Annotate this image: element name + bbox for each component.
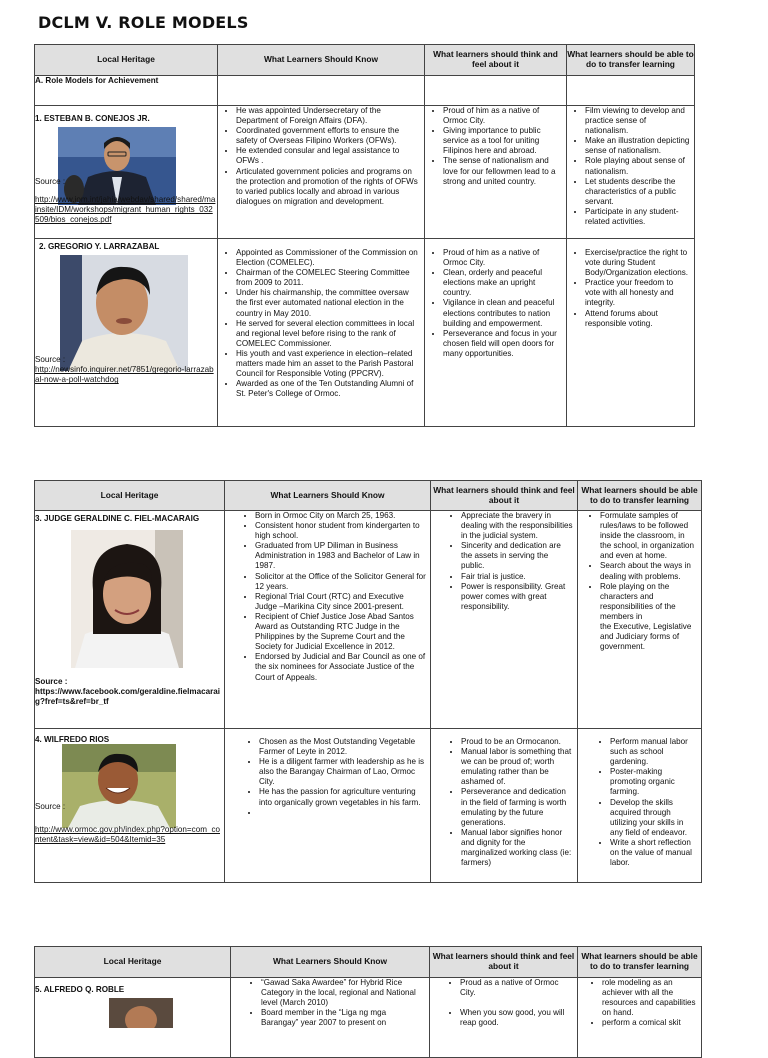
do-item: • Role playing about sense of nationalism.: [585, 156, 690, 176]
know-item: • He has the passion for agriculture venturing into organically grown vegetables in his farm.: [259, 787, 426, 807]
header-local-heritage: Local Heritage: [35, 481, 225, 511]
think-cell: [425, 239, 567, 427]
think-item: • Clean, orderly and peaceful elections make an upright country.: [443, 268, 562, 298]
heritage-cell: [35, 239, 218, 427]
model-name: 4. WILFREDO RIOS: [35, 735, 110, 744]
header-think-feel: What learners should think and feel about it: [430, 947, 578, 978]
know-cell: [218, 106, 425, 239]
heritage-cell: [35, 106, 218, 239]
know-item: [259, 808, 426, 818]
think-item: • Manual labor signifies honor and dignity for the marginalized working class (ie: farmers): [461, 828, 573, 868]
header-what-learners-know: What Learners Should Know: [218, 45, 425, 76]
table-row: [35, 511, 702, 729]
model-name: 2. GREGORIO Y. LARRAZABAL: [39, 242, 160, 251]
do-item: • role modeling as an achiever with all the resources and capabilities on hand.: [602, 978, 697, 1018]
think-item: • Proud as a native of Ormoc City.: [460, 978, 573, 998]
do-item: • Make an illustration depicting sense of nationalism.: [585, 136, 690, 156]
source-link[interactable]: http://www.ormoc.gov.ph/index.php?option=com_content&task=view&id=504&Itemid=35: [35, 825, 220, 845]
know-item: • Solicitor at the Office of the Solicitor General for 12 years.: [255, 572, 426, 592]
do-cell: [567, 239, 695, 427]
know-item: • Articulated government policies and programs on the protection and promotion of the rights of OFWs to varied publics locally and abroad in various dialogues on migration and development.: [236, 167, 420, 207]
know-item: • Awarded as one of the Ten Outstanding Alumni of St. Peter's College of Ormoc.: [236, 379, 420, 399]
do-item: • Develop the skills acquired through utilizing your skills in any field of endeavor.: [610, 798, 697, 838]
do-item: • Search about the ways in dealing with problems.: [600, 561, 697, 581]
page-title: DCLM V. ROLE MODELS: [38, 13, 249, 32]
table-row: [35, 239, 695, 427]
think-item: • Perseverance and dedication in the field of farming is worth emulating by the future generations.: [461, 787, 573, 827]
know-item: • Graduated from UP Diliman in Business Administration in 1983 and Bachelor of Law in 1987.: [255, 541, 426, 571]
do-item: • Exercise/practice the right to vote during Student Body/Organization elections.: [585, 248, 690, 278]
role-models-table-1: [34, 44, 695, 427]
heritage-cell: [35, 978, 231, 1058]
source-link[interactable]: http://www.iom.int/jahia/webdav/shared/shared/mainsite/IDM/workshops/migrant_human_rights_032509/bios_conejos.pdf: [35, 195, 216, 225]
header-local-heritage: Local Heritage: [35, 45, 218, 76]
think-item: • Fair trial is justice.: [461, 572, 573, 582]
know-item: • He is a diligent farmer with leadership as he is also the Barangay Chairman of Lao, Ormoc City.: [259, 757, 426, 787]
think-item: • Appreciate the bravery in dealing with the responsibilities in the judicial system.: [461, 511, 573, 541]
know-item: • Board member in the “Liga ng mga Barangay” year 2007 to present on: [261, 1008, 425, 1028]
portrait-photo: [62, 744, 176, 828]
source-label: Source :: [35, 355, 66, 365]
table-row: [35, 106, 695, 239]
think-item: • Giving importance to public service as a tool for uniting Filipinos here and abroad.: [443, 126, 562, 156]
know-item: • “Gawad Saka Awardee” for Hybrid Rice Category in the local, regional and National level (March 2010): [261, 978, 425, 1008]
header-think-feel: What learners should think and feel about it: [431, 481, 578, 511]
do-item: • Attend forums about responsible voting.: [585, 309, 690, 329]
know-item: • Under his chairmanship, the committee oversaw the first ever automated national election in the country in May 2010.: [236, 288, 420, 318]
section-row: [35, 76, 695, 106]
do-item: • Film viewing to develop and practice sense of nationalism.: [585, 106, 690, 136]
table-row: [35, 729, 702, 883]
know-item: • He was appointed Undersecretary of the Department of Foreign Affairs (DFA).: [236, 106, 420, 126]
think-item: • Proud of him as a native of Ormoc City.: [443, 248, 562, 268]
know-item: • Consistent honor student from kindergarten to high school.: [255, 521, 426, 541]
know-item: • Regional Trial Court (RTC) and Executive Judge –Marikina City since 2001-present.: [255, 592, 426, 612]
know-item: • His youth and vast experience in election–related matters made him an asset to the Parish Pastoral Council for Responsible Voting (PPCRV).: [236, 349, 420, 379]
do-cell: [578, 511, 702, 729]
header-what-learners-know: What Learners Should Know: [225, 481, 431, 511]
know-item: • He served for several election committees in local and regional level before rising to the rank of COMELEC Commissioner.: [236, 319, 420, 349]
heritage-cell: [35, 729, 225, 883]
think-item: • Sincerity and dedication are the assets in serving the public.: [461, 541, 573, 571]
section-label: A. Role Models for Achievement: [35, 76, 218, 106]
do-item: • perform a comical skit: [602, 1018, 697, 1028]
think-item: • When you sow good, you will reap good.: [460, 1008, 573, 1028]
header-transfer-learning: What learners should be able to do to transfer learning: [578, 947, 702, 978]
model-name: 1. ESTEBAN B. CONEJOS JR.: [35, 114, 150, 123]
table-header-row: [35, 481, 702, 511]
do-cell: [578, 729, 702, 883]
know-item: • Born in Ormoc City on March 25, 1963.: [255, 511, 426, 521]
header-think-feel: What learners should think and feel about it: [425, 45, 567, 76]
model-name: 3. JUDGE GERALDINE C. FIEL-MACARAIG: [35, 514, 200, 523]
do-cell: [578, 978, 702, 1058]
think-item: • Power is responsibility. Great power comes with great responsibility.: [461, 582, 573, 612]
know-cell: [218, 239, 425, 427]
role-models-table-2: [34, 480, 702, 883]
do-item: • Let students describe the characteristics of a public servant.: [585, 177, 690, 207]
think-cell: [431, 511, 578, 729]
know-cell: [225, 511, 431, 729]
think-cell: [425, 106, 567, 239]
know-cell: [231, 978, 430, 1058]
header-local-heritage: Local Heritage: [35, 947, 231, 978]
role-models-table-3: [34, 946, 702, 1058]
portrait-photo: [71, 530, 183, 668]
do-item: • Role playing on the characters and responsibilities of the members in: [600, 582, 697, 622]
model-name: 5. ALFREDO Q. ROBLE: [35, 985, 125, 994]
think-cell: [430, 978, 578, 1058]
know-item: • Endorsed by Judicial and Bar Council as one of the six nominees for Associate Justice of the Court of Appeals.: [255, 652, 426, 682]
do-cell: [567, 106, 695, 239]
source-link[interactable]: http://newsinfo.inquirer.net/7851/gregorio-larrazabal-now-a-poll-watchdog: [35, 365, 214, 385]
know-item: • Recipient of Chief Justice Jose Abad Santos Award as Outstanding RTC Judge in the Philippines by the Supreme Court and the Society for Judicial Excellence in 2012.: [255, 612, 426, 652]
do-item: • Participate in any student-related activities.: [585, 207, 690, 227]
think-item: • Manual labor is something that we can be proud of; worth emulating rather than be ashamed of.: [461, 747, 573, 787]
think-item: • Perseverance and focus in your chosen field will open doors for many opportunities.: [443, 329, 562, 359]
header-transfer-learning: What learners should be able to do to transfer learning: [578, 481, 702, 511]
know-item: • Coordinated government efforts to ensure the safety of Overseas Filipino Workers (OFWs).: [236, 126, 420, 146]
do-item: • Write a short reflection on the value of manual labor.: [610, 838, 697, 868]
know-item: • He extended consular and legal assistance to OFWs .: [236, 146, 420, 166]
source-label: Source :: [35, 177, 66, 187]
think-item: • Proud to be an Ormocanon.: [461, 737, 573, 747]
do-item: • Perform manual labor such as school gardening.: [610, 737, 697, 767]
think-item: • The sense of nationalism and love for our fellowmen lead to a strong and united country.: [443, 156, 562, 186]
know-cell: [225, 729, 431, 883]
think-item: • Proud of him as a native of Ormoc City.: [443, 106, 562, 126]
do-item-continuation: the Executive, Legislative and Judiciary forms of government.: [600, 622, 692, 652]
do-item: • Formulate samples of rules/laws to be followed inside the classroom, in the school, in organization and even at home.: [600, 511, 697, 561]
portrait-photo: [58, 127, 176, 205]
table-row: [35, 978, 702, 1058]
know-item: • Chairman of the COMELEC Steering Committee from 2009 to 2011.: [236, 268, 420, 288]
do-item: • Poster-making promoting organic farming.: [610, 767, 697, 797]
source-link[interactable]: https://www.facebook.com/geraldine.fielmacaraig?fref=ts&ref=br_tf: [35, 687, 221, 707]
do-item: • Practice your freedom to vote with all honesty and integrity.: [585, 278, 690, 308]
think-item: • Vigilance in clean and peaceful elections contributes to nation building and empowerment.: [443, 298, 562, 328]
source-label: Source :: [35, 802, 66, 812]
think-cell: [431, 729, 578, 883]
portrait-photo: [60, 255, 188, 371]
header-what-learners-know: What Learners Should Know: [231, 947, 430, 978]
know-item: • Chosen as the Most Outstanding Vegetable Farmer of Leyte in 2012.: [259, 737, 426, 757]
source-label: Source :: [35, 677, 68, 687]
table-header-row: [35, 947, 702, 978]
header-transfer-learning: What learners should be able to do to transfer learning: [567, 45, 695, 76]
heritage-cell: [35, 511, 225, 729]
table-header-row: [35, 45, 695, 76]
know-item: • Appointed as Commissioner of the Commission on Election (COMELEC).: [236, 248, 420, 268]
